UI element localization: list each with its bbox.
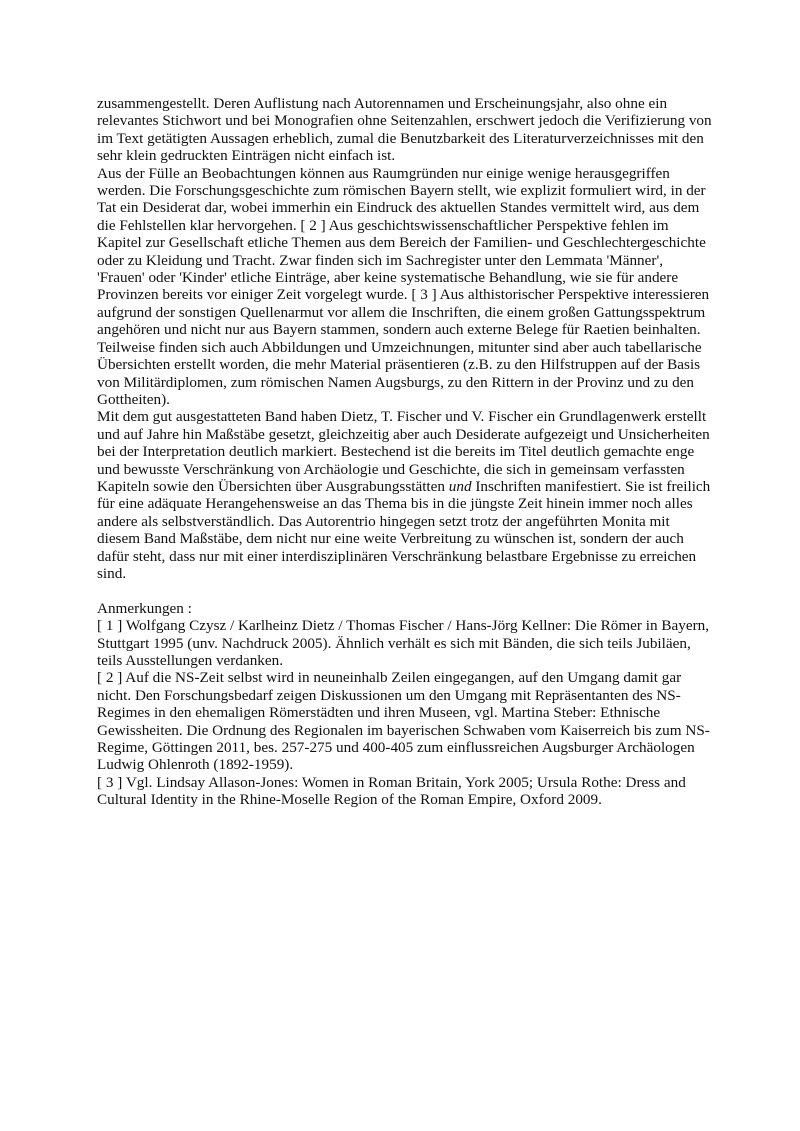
conclusion-text-part-1: Mit dem gut ausgestatteten Band haben Dietz, T. Fischer und V. Fischer ein Grundlagenwerk erstellt und auf Jahre hin Maßstäbe gesetzt, gleichzeitig aber auch Desiderate aufgezeigt und Unsicherheiten bei der Interpretation deutlich markiert. Bestechend ist die bereits im Titel deutlich gemachte enge und bewusste Verschränkung von Archäologie und Geschichte, die sich in gemeinsam verfassten Kapiteln sowie den Übersichten über Ausgrabungsstätten — [97, 408, 710, 495]
footnote-3: [ 3 ] Vgl. Lindsay Allason-Jones: Women in Roman Britain, York 2005; Ursula Rothe: Dress and Cultural Identity in the Rhine-Moselle Region of the Roman Empire, Oxford 2009. — [97, 773, 686, 809]
conclusion-emphasis: und — [448, 477, 472, 495]
paragraph-observations: Aus der Fülle an Beobachtungen können aus Raumgründen nur einige wenige herausgegriffen werden. Die Forschungsgeschichte zum römischen Bayern stellt, wie explizit formuliert wird, in der Tat ein Desiderat dar, wobei immerhin ein Eindruck des aktuellen Standes vermittelt wird, aus dem die Fehlstellen klar hervorgehen. [ 2 ] Aus geschichtswissenschaftlicher Perspektive fehlen im Kapitel zur Gesellschaft etliche Themen aus dem Bereich der Familien- und Geschlechtergeschichte oder zu Kleidung und Tracht. Zwar finden sich im Sachregister unter den Lemmata 'Männer', 'Frauen' oder 'Kinder' etliche Einträge, aber keine systematische Behandlung, wie sie für andere Provinzen bereits vor einiger Zeit vorgelegt wurde. [ 3 ] Aus althistorischer Perspektive interessieren aufgrund der sonstigen Quellenarmut vor allem die Inschriften, die einem großen Gattungsspektrum angehören und nicht nur aus Bayern stammen, sondern auch externe Belege für Raetien beinhalten. Teilweise finden sich auch Abbildungen und Umzeichnungen, mitunter sind aber auch tabellarische Übersichten erstellt worden, die mehr Material präsentieren (z.B. zu den Hilfstruppen auf der Basis von Militärdiplomen, zum römischen Namen Augsburgs, zu den Rittern in der Provinz und zu den Gottheiten). — [97, 164, 710, 408]
conclusion-text-part-2: Inschriften manifestiert. Sie ist freilich für eine adäquate Herangehensweise an das Thema bis in die jüngste Zeit hinein immer noch alles andere als selbstverständlich. Das Autorentrio hingegen setzt trotz der angeführten Monita mit diesem Band Maßstäbe, dem nicht nur eine weite Verbreitung zu wünschen ist, sondern der auch dafür steht, dass nur mit einer interdisziplinären Verschränkung belastbare Ergebnisse zu erreichen sind. — [97, 477, 711, 582]
section-spacer — [97, 582, 712, 599]
document-body — [97, 95, 712, 809]
paragraph-bibliography: zusammengestellt. Deren Auflistung nach Autorennamen und Erscheinungsjahr, also ohne ein relevantes Stichwort und bei Monografien ohne Seitenzahlen, erschwert jedoch die Verifizierung von im Text getätigten Aussagen erheblich, zumal die Benutzbarkeit des Literaturverzeichnisses mit den sehr klein gedruckten Einträgen nicht einfach ist. — [97, 95, 712, 165]
footnote-2: [ 2 ] Auf die NS-Zeit selbst wird in neuneinhalb Zeilen eingegangen, auf den Umgang damit gar nicht. Den Forschungsbedarf zeigen Diskussionen um den Umgang mit Repräsentanten des NS-Regimes in den ehemaligen Römerstädten und ihren Museen, vgl. Martina Steber: Ethnische Gewissheiten. Die Ordnung des Regionalen im bayerischen Schwaben vom Kaiserreich bis zum NS-Regime, Göttingen 2011, bes. 257-275 und 400-405 zum einflussreichen Augsburger Archäologen Ludwig Ohlenroth (1892-1959). — [97, 669, 710, 774]
notes-heading: Anmerkungen : — [97, 599, 192, 617]
paragraph-conclusion — [97, 408, 712, 582]
footnote-1: [ 1 ] Wolfgang Czysz / Karlheinz Dietz / Thomas Fischer / Hans-Jörg Kellner: Die Römer in Bayern, Stuttgart 1995 (unv. Nachdruck 2005). Ähnlich verhält es sich mit Bänden, die sich teils Jubiläen, teils Ausstellungen verdanken. — [97, 617, 710, 669]
